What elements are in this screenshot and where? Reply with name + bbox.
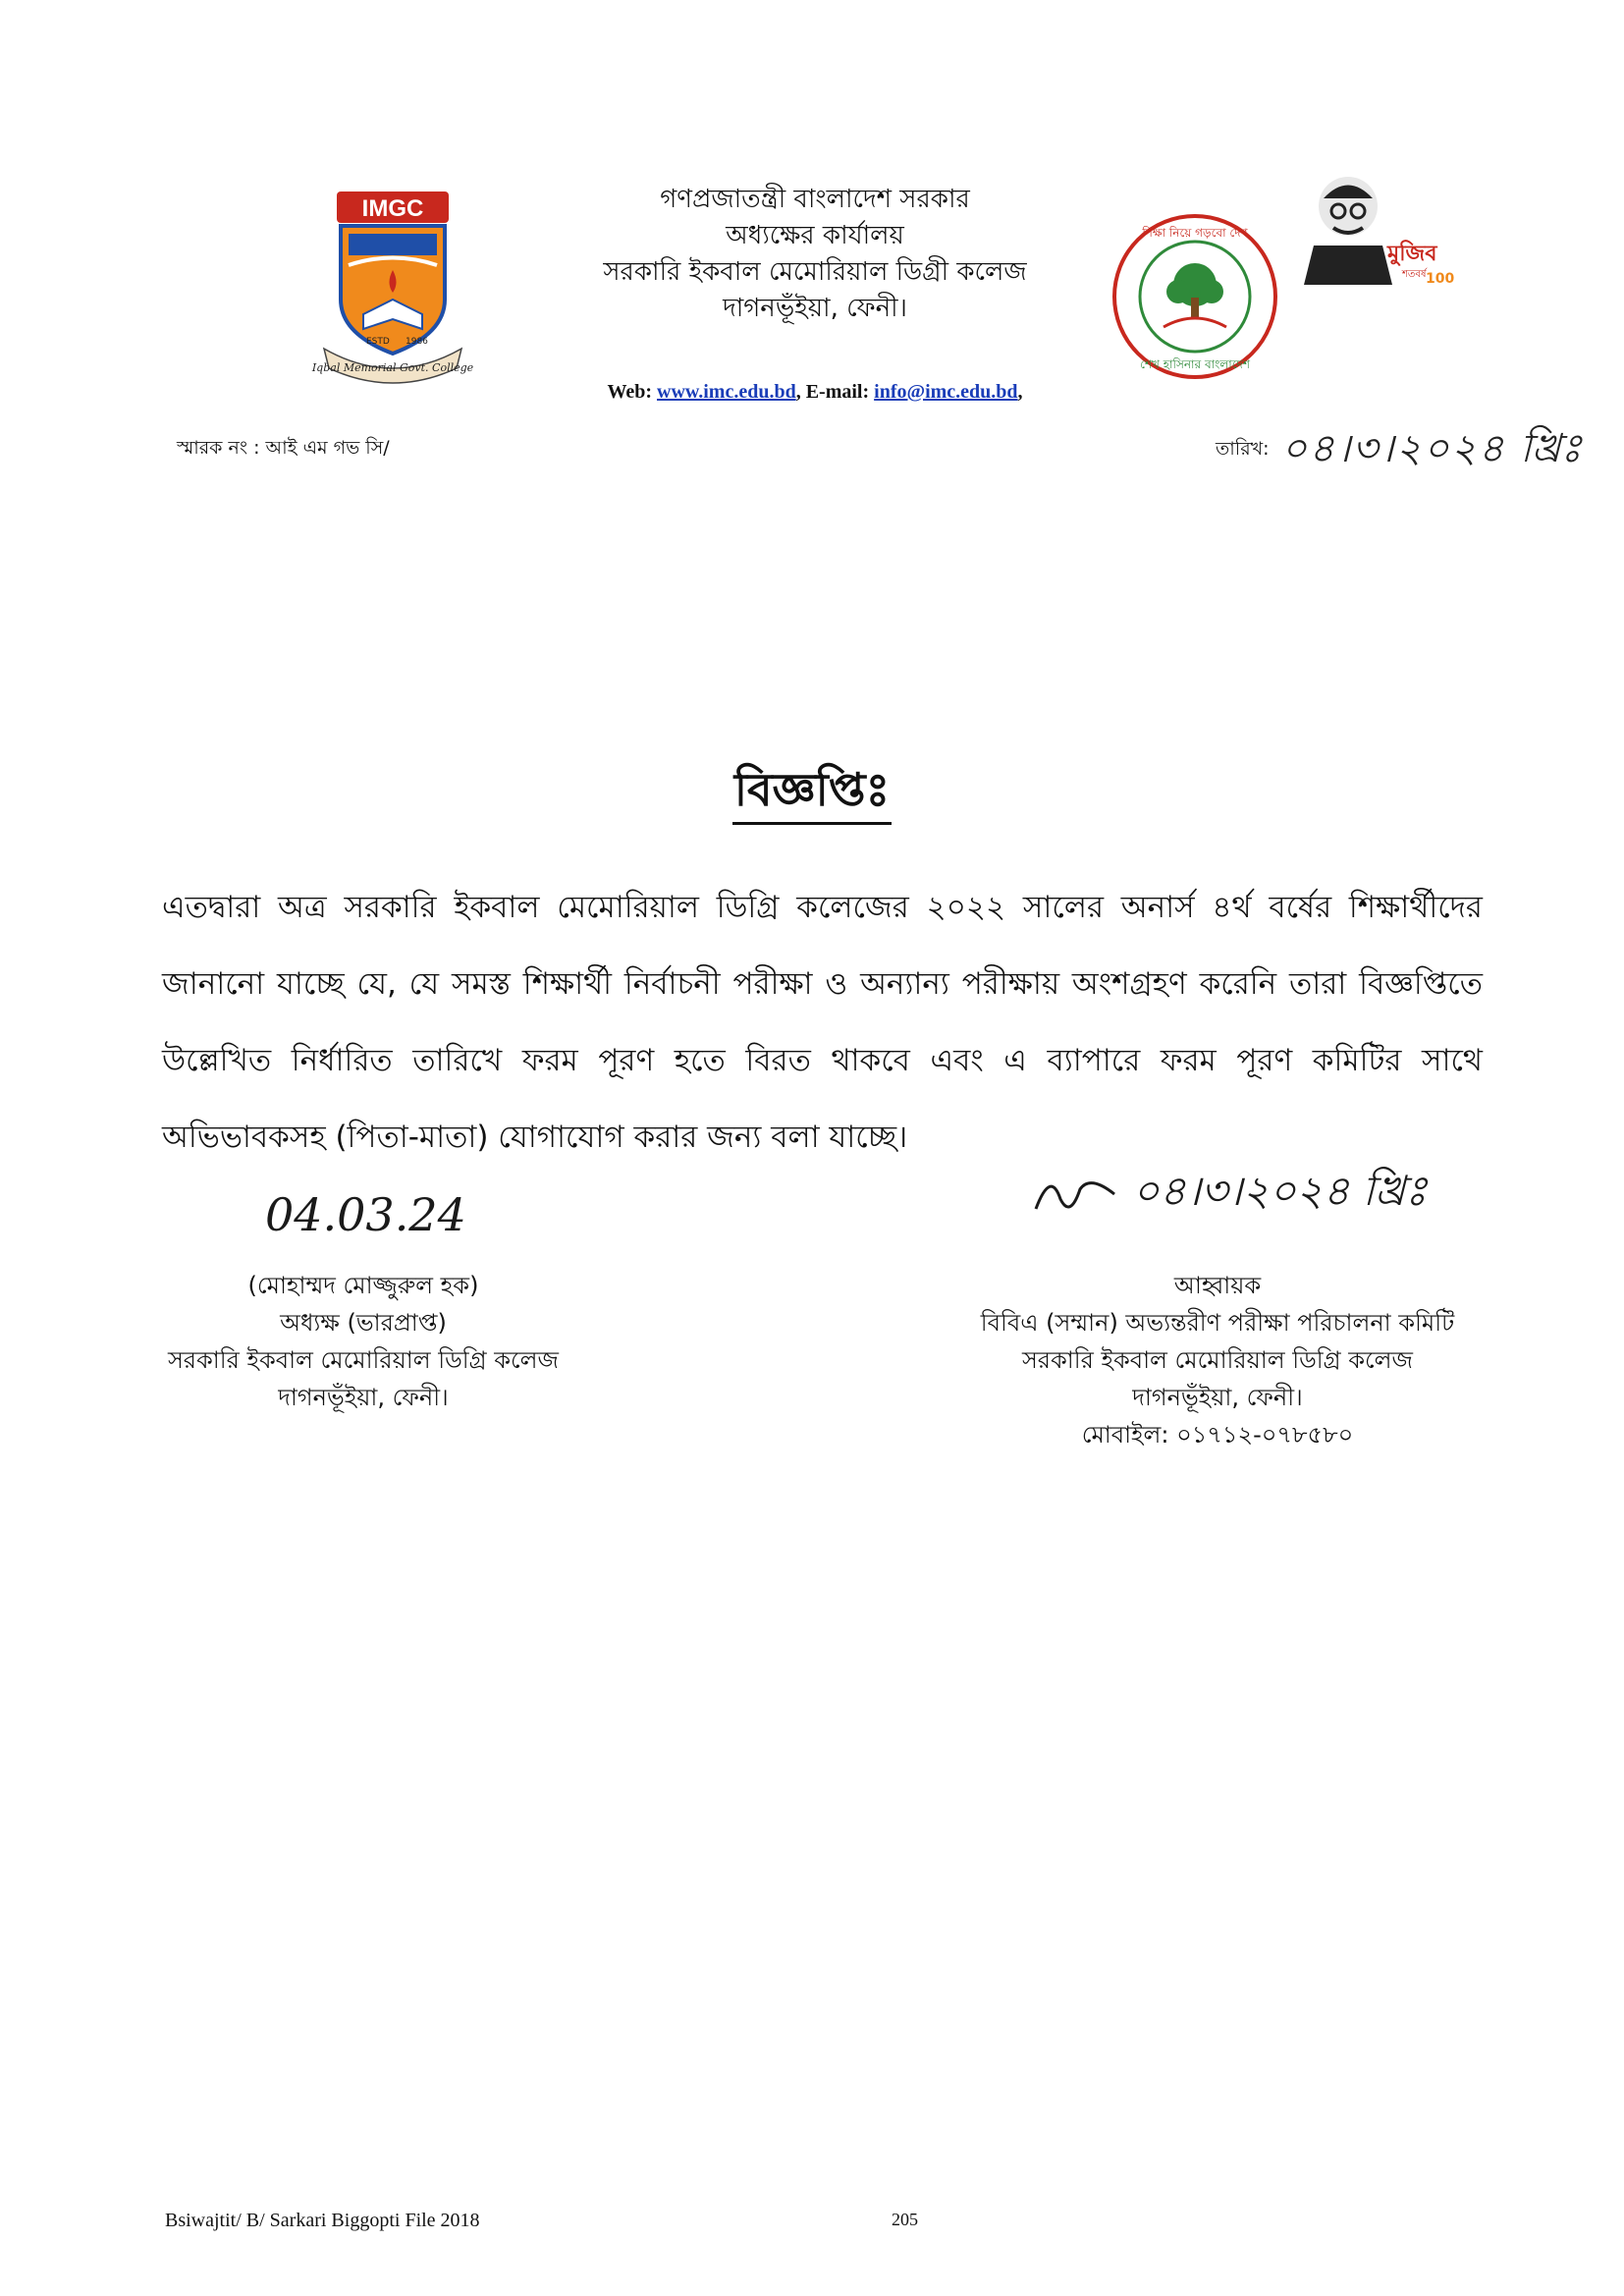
education-emblem-logo [1110, 211, 1281, 383]
convener-signature-date: ০৪।৩।২০২৪ খ্রিঃ [1132, 1167, 1428, 1215]
mujib-text: মুজিব [1387, 242, 1437, 266]
emblem-bottom-text: শেখ হাসিনার বাংলাদেশ [1140, 357, 1250, 371]
crest-year-text: 1986 [406, 337, 428, 347]
emblem-top-text: শিক্ষা নিয়ে গড়বো দেশ [1142, 226, 1248, 240]
govt-name: গণপ্রজাতন্ত্রী বাংলাদেশ সরকার [660, 185, 970, 214]
college-name: সরকারি ইকবাল মেমোরিয়াল ডিগ্রী কলেজ [603, 257, 1027, 287]
principal-college: সরকারি ইকবাল মেমোরিয়াল ডিগ্রি কলেজ [167, 1346, 560, 1374]
crest-estd-text: ESTD [366, 337, 390, 347]
college-location: দাগনভূঁইয়া, ফেনী। [723, 294, 907, 323]
handwritten-date: ০৪।৩।২০২৪ খ্রিঃ [1281, 426, 1584, 471]
convener-signature [1031, 1159, 1427, 1229]
mujib-centenary-logo [1304, 167, 1455, 290]
crest-ribbon-text: Iqbal Memorial Govt. College [311, 361, 474, 374]
notice-title-text: বিজ্ঞপ্তিঃ [732, 763, 892, 825]
convener-college: সরকারি ইকবাল মেমোরিয়াল ডিগ্রি কলেজ [1021, 1346, 1414, 1374]
website-link[interactable]: www.imc.edu.bd [657, 381, 796, 403]
footer-file-reference: Bsiwajtit/ B/ Sarkari Biggopti File 2018 [165, 2210, 480, 2231]
memo-number: স্মারক নং : আই এম গভ সি/ [177, 437, 390, 459]
college-crest-logo [311, 187, 474, 383]
page-number: 205 [892, 2210, 918, 2229]
contact-line: Web: www.imc.edu.bd, E-mail: info@imc.edu.bd, [607, 381, 1023, 403]
convener-title: আহ্বায়ক [1173, 1272, 1262, 1299]
principal-place: দাগনভূঁইয়া, ফেনী। [278, 1384, 449, 1411]
email-link[interactable]: info@imc.edu.bd [874, 381, 1018, 403]
notice-title [0, 756, 1624, 831]
date-label: তারিখ: [1216, 438, 1270, 460]
principal-signature: 04.03.24 [265, 1188, 466, 1241]
mujib-sub-text: শতবর্ষ [1402, 269, 1427, 280]
principal-designation: অধ্যক্ষ (ভারপ্রাপ্ত) [280, 1309, 447, 1337]
convener-committee: বিবিএ (সম্মান) অভ্যন্তরীণ পরীক্ষা পরিচালনা কমিটি [980, 1309, 1455, 1337]
letterhead [530, 182, 1100, 327]
principal-name: (মোহাম্মদ মোজ্জুরুল হক) [247, 1272, 479, 1299]
convener-mobile: মোবাইল: ০১৭১২-০৭৮৫৮০ [1081, 1421, 1354, 1449]
crest-banner-text: IMGC [361, 195, 424, 222]
notice-body: এতদ্বারা অত্র সরকারি ইকবাল মেমোরিয়াল ডিগ্রি কলেজের ২০২২ সালের অনার্স ৪র্থ বর্ষের শিক্ষার্থীদের জানানো যাচ্ছে যে, যে সমস্ত শিক্ষার্থী নির্বাচনী পরীক্ষা ও অন্যান্য পরীক্ষায় অংশগ্রহণ করেনি তারা বিজ্ঞপ্তিতে উল্লেখিত নির্ধারিত তারিখে ফরম পূরণ হতে বিরত থাকবে এবং এ ব্যাপারে ফরম পূরণ কমিটির সাথে অভিভাবকসহ (পিতা-মাতা) যোগাযোগ করার জন্য বলা যাচ্ছে। [162, 890, 1483, 1155]
convener-place: দাগনভূঁইয়া, ফেনী। [1132, 1384, 1303, 1411]
email-label: E-mail: [805, 381, 870, 403]
mujib-num-text: 100 [1426, 271, 1455, 287]
principal-signature-block [137, 1267, 589, 1416]
convener-signature-block [943, 1267, 1492, 1453]
web-label: Web: [607, 381, 652, 403]
office-name: অধ্যক্ষের কার্যালয় [726, 221, 904, 250]
signature-scribble [1031, 1170, 1119, 1219]
